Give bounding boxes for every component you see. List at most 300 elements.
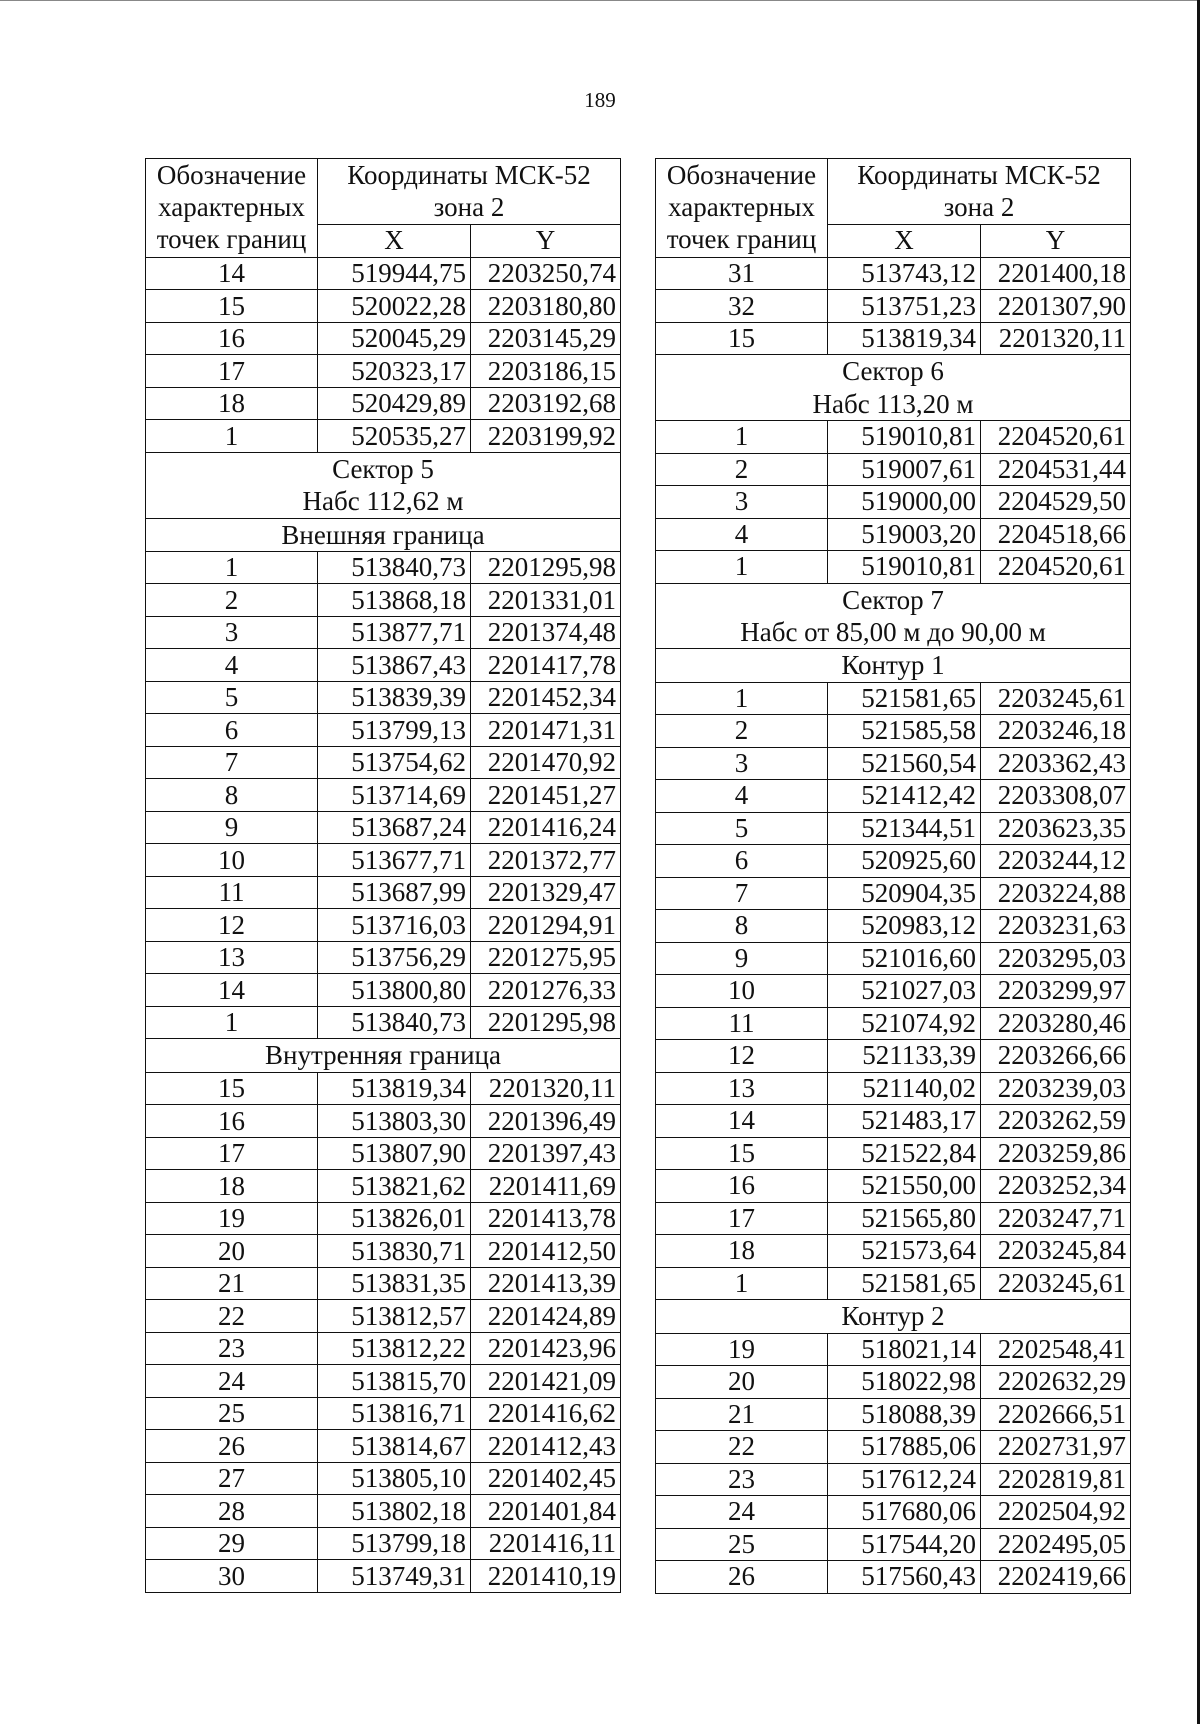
y-coordinate-cell: 2203280,46: [981, 1007, 1131, 1040]
x-coordinate-cell: 520904,35: [828, 877, 981, 910]
table-row: [656, 975, 1131, 1008]
y-coordinate-cell: 2201295,98: [471, 1006, 621, 1039]
y-coordinate-cell: 2201397,43: [471, 1137, 621, 1170]
y-coordinate-cell: 2201275,95: [471, 941, 621, 974]
table-row: [656, 1202, 1131, 1235]
table-row: [656, 715, 1131, 748]
table-row: [656, 1366, 1131, 1399]
y-coordinate-cell: 2201470,92: [471, 746, 621, 779]
x-coordinate-cell: 521016,60: [828, 942, 981, 975]
header-line: характерных: [668, 191, 815, 222]
section-title-line: Набс 112,62 м: [302, 486, 464, 517]
point-id-cell: 20: [656, 1366, 828, 1399]
table-row: [656, 780, 1131, 813]
point-id-cell: 20: [146, 1235, 318, 1268]
point-id-cell: 6: [146, 714, 318, 747]
y-coordinate-cell: 2203186,15: [471, 355, 621, 388]
header-line: точек границ: [156, 223, 307, 254]
table-row: [146, 714, 621, 747]
point-id-cell: 23: [146, 1332, 318, 1365]
table-row: [146, 551, 621, 584]
point-id-cell: 18: [146, 1170, 318, 1203]
point-id-cell: 8: [146, 779, 318, 812]
x-coordinate-cell: 513815,70: [318, 1365, 471, 1398]
x-coordinate-cell: 521027,03: [828, 975, 981, 1008]
point-id-cell: 7: [656, 877, 828, 910]
x-coordinate-cell: 513800,80: [318, 974, 471, 1007]
y-coordinate-cell: 2203295,03: [981, 942, 1131, 975]
y-coordinate-cell: 2203623,35: [981, 812, 1131, 845]
table-row: [146, 1170, 621, 1203]
table-body-left: [146, 159, 621, 1593]
point-id-cell: 12: [146, 909, 318, 942]
x-coordinate-cell: 513802,18: [318, 1495, 471, 1528]
point-id-cell: 1: [656, 1267, 828, 1300]
y-coordinate-cell: 2202632,29: [981, 1366, 1131, 1399]
table-row: [146, 257, 621, 290]
table-row: [656, 1040, 1131, 1073]
y-header: Y: [471, 224, 621, 257]
y-coordinate-cell: 2204531,44: [981, 453, 1131, 486]
x-coordinate-cell: 513677,71: [318, 844, 471, 877]
y-coordinate-cell: 2201417,78: [471, 649, 621, 682]
x-coordinate-cell: 513821,62: [318, 1170, 471, 1203]
x-coordinate-cell: 513687,99: [318, 876, 471, 909]
x-coordinate-cell: 517680,06: [828, 1496, 981, 1529]
point-id-cell: 18: [146, 387, 318, 420]
point-id-cell: 3: [656, 486, 828, 519]
y-coordinate-cell: 2201423,96: [471, 1332, 621, 1365]
y-coordinate-cell: 2203199,92: [471, 420, 621, 453]
table-row: [146, 290, 621, 323]
x-coordinate-cell: 520045,29: [318, 322, 471, 355]
table-row: [656, 518, 1131, 551]
table-row: [146, 746, 621, 779]
table-row: [656, 1170, 1131, 1203]
x-coordinate-cell: 513754,62: [318, 746, 471, 779]
section-title: [656, 649, 1131, 682]
x-coordinate-cell: 513877,71: [318, 616, 471, 649]
point-id-cell: 1: [656, 551, 828, 584]
point-designation-header: [146, 159, 318, 258]
x-coordinate-cell: 513831,35: [318, 1267, 471, 1300]
x-coordinate-cell: 513799,13: [318, 714, 471, 747]
table-row: [146, 1430, 621, 1463]
section-title-line: Набс от 85,00 м до 90,00 м: [740, 616, 1046, 647]
table-row: [146, 1397, 621, 1430]
header-line: Обозначение: [666, 160, 817, 191]
y-coordinate-cell: 2204529,50: [981, 486, 1131, 519]
table-row: [146, 974, 621, 1007]
point-id-cell: 28: [146, 1495, 318, 1528]
x-coordinate-cell: 517885,06: [828, 1431, 981, 1464]
y-coordinate-cell: 2201294,91: [471, 909, 621, 942]
x-coordinate-cell: 513868,18: [318, 584, 471, 617]
x-coordinate-cell: 521581,65: [828, 682, 981, 715]
table-row: [656, 1105, 1131, 1138]
y-coordinate-cell: 2203259,86: [981, 1137, 1131, 1170]
section-row: [146, 518, 621, 551]
y-coordinate-cell: 2201329,47: [471, 876, 621, 909]
point-id-cell: 21: [656, 1398, 828, 1431]
y-coordinate-cell: 2203180,80: [471, 290, 621, 323]
table-row: [146, 1267, 621, 1300]
section-title-line: Внутренняя граница: [265, 1040, 501, 1071]
point-id-cell: 5: [146, 681, 318, 714]
x-coordinate-cell: 519010,81: [828, 421, 981, 454]
x-coordinate-cell: 517612,24: [828, 1463, 981, 1496]
y-coordinate-cell: 2202495,05: [981, 1528, 1131, 1561]
point-id-cell: 31: [656, 257, 828, 290]
section-title-line: Сектор 7: [842, 584, 944, 615]
y-coordinate-cell: 2202548,41: [981, 1333, 1131, 1366]
header-row: [656, 159, 1131, 225]
y-coordinate-cell: 2203192,68: [471, 387, 621, 420]
y-coordinate-cell: 2203308,07: [981, 780, 1131, 813]
table-body-right: [656, 159, 1131, 1594]
point-id-cell: 5: [656, 812, 828, 845]
point-id-cell: 23: [656, 1463, 828, 1496]
section-row: [146, 1039, 621, 1072]
table-row: [656, 486, 1131, 519]
y-coordinate-cell: 2202419,66: [981, 1561, 1131, 1594]
point-id-cell: 15: [656, 322, 828, 355]
x-coordinate-cell: 521565,80: [828, 1202, 981, 1235]
y-coordinate-cell: 2202819,81: [981, 1463, 1131, 1496]
y-coordinate-cell: 2201416,11: [471, 1527, 621, 1560]
y-coordinate-cell: 2201413,78: [471, 1202, 621, 1235]
y-coordinate-cell: 2204520,61: [981, 421, 1131, 454]
section-title: [146, 1039, 621, 1072]
table-row: [146, 355, 621, 388]
x-header: X: [828, 224, 981, 257]
y-coordinate-cell: 2201424,89: [471, 1300, 621, 1333]
table-row: [656, 747, 1131, 780]
section-title-line: Сектор 6: [842, 356, 944, 387]
section-title: [656, 583, 1131, 649]
x-coordinate-cell: 519007,61: [828, 453, 981, 486]
point-id-cell: 4: [656, 780, 828, 813]
y-coordinate-cell: 2202731,97: [981, 1431, 1131, 1464]
x-coordinate-cell: 521483,17: [828, 1105, 981, 1138]
coordinates-header: Координаты МСК-52 зона 2: [318, 159, 621, 225]
y-coordinate-cell: 2201396,49: [471, 1105, 621, 1138]
x-coordinate-cell: 521133,39: [828, 1040, 981, 1073]
point-designation-header: [656, 159, 828, 258]
point-id-cell: 3: [656, 747, 828, 780]
point-id-cell: 15: [146, 1072, 318, 1105]
table-row: [146, 387, 621, 420]
y-coordinate-cell: 2201416,62: [471, 1397, 621, 1430]
table-row: [146, 616, 621, 649]
point-id-cell: 4: [656, 518, 828, 551]
table-row: [146, 779, 621, 812]
table-row: [146, 844, 621, 877]
x-coordinate-cell: 521550,00: [828, 1170, 981, 1203]
x-coordinate-cell: 513814,67: [318, 1430, 471, 1463]
point-id-cell: 13: [146, 941, 318, 974]
x-coordinate-cell: 513687,24: [318, 811, 471, 844]
point-id-cell: 2: [656, 715, 828, 748]
point-id-cell: 22: [146, 1300, 318, 1333]
x-coordinate-cell: 513840,73: [318, 551, 471, 584]
point-id-cell: 26: [146, 1430, 318, 1463]
table-row: [656, 1496, 1131, 1529]
y-coordinate-cell: 2202666,51: [981, 1398, 1131, 1431]
x-coordinate-cell: 521344,51: [828, 812, 981, 845]
x-coordinate-cell: 513830,71: [318, 1235, 471, 1268]
section-row: [656, 1300, 1131, 1333]
section-row: [656, 649, 1131, 682]
x-coordinate-cell: 513805,10: [318, 1462, 471, 1495]
point-id-cell: 1: [146, 420, 318, 453]
y-coordinate-cell: 2201331,01: [471, 584, 621, 617]
y-coordinate-cell: 2201416,24: [471, 811, 621, 844]
x-coordinate-cell: 513807,90: [318, 1137, 471, 1170]
table-row: [146, 1560, 621, 1593]
x-coordinate-cell: 513826,01: [318, 1202, 471, 1235]
x-coordinate-cell: 513751,23: [828, 290, 981, 323]
x-coordinate-cell: 518022,98: [828, 1366, 981, 1399]
table-row: [146, 909, 621, 942]
point-id-cell: 14: [146, 257, 318, 290]
table-row: [146, 681, 621, 714]
y-coordinate-cell: 2201451,27: [471, 779, 621, 812]
y-coordinate-cell: 2203362,43: [981, 747, 1131, 780]
point-id-cell: 4: [146, 649, 318, 682]
point-id-cell: 30: [146, 1560, 318, 1593]
point-id-cell: 24: [146, 1365, 318, 1398]
x-coordinate-cell: 519000,00: [828, 486, 981, 519]
y-coordinate-cell: 2201413,39: [471, 1267, 621, 1300]
point-id-cell: 1: [146, 1006, 318, 1039]
table-row: [146, 876, 621, 909]
point-id-cell: 22: [656, 1431, 828, 1464]
header-line: характерных: [158, 191, 305, 222]
x-coordinate-cell: 513867,43: [318, 649, 471, 682]
x-coordinate-cell: 513714,69: [318, 779, 471, 812]
table-row: [146, 649, 621, 682]
table-row: [656, 812, 1131, 845]
point-id-cell: 17: [146, 355, 318, 388]
table-row: [656, 257, 1131, 290]
x-coordinate-cell: 520323,17: [318, 355, 471, 388]
point-id-cell: 18: [656, 1235, 828, 1268]
table-row: [146, 420, 621, 453]
table-row: [656, 1528, 1131, 1561]
point-id-cell: 1: [656, 421, 828, 454]
point-id-cell: 16: [146, 322, 318, 355]
section-row: [146, 452, 621, 518]
y-coordinate-cell: 2201401,84: [471, 1495, 621, 1528]
point-id-cell: 19: [146, 1202, 318, 1235]
header-row: [146, 159, 621, 225]
x-coordinate-cell: 513812,22: [318, 1332, 471, 1365]
y-coordinate-cell: 2201471,31: [471, 714, 621, 747]
point-id-cell: 15: [146, 290, 318, 323]
x-coordinate-cell: 513743,12: [828, 257, 981, 290]
table-row: [146, 1527, 621, 1560]
section-title-line: Внешняя граница: [281, 519, 485, 550]
x-coordinate-cell: 518088,39: [828, 1398, 981, 1431]
y-coordinate-cell: 2203145,29: [471, 322, 621, 355]
table-row: [656, 910, 1131, 943]
table-row: [146, 1006, 621, 1039]
point-id-cell: 21: [146, 1267, 318, 1300]
table-row: [146, 584, 621, 617]
x-coordinate-cell: 519010,81: [828, 551, 981, 584]
section-title-line: Сектор 5: [332, 453, 434, 484]
x-coordinate-cell: 520925,60: [828, 845, 981, 878]
section-title: [146, 452, 621, 518]
y-coordinate-cell: 2201400,18: [981, 257, 1131, 290]
y-coordinate-cell: 2201412,50: [471, 1235, 621, 1268]
x-coordinate-cell: 519944,75: [318, 257, 471, 290]
point-id-cell: 9: [146, 811, 318, 844]
section-row: [656, 355, 1131, 421]
y-coordinate-cell: 2203299,97: [981, 975, 1131, 1008]
x-header: X: [318, 224, 471, 257]
y-coordinate-cell: 2204520,61: [981, 551, 1131, 584]
point-id-cell: 10: [656, 975, 828, 1008]
table-row: [146, 1300, 621, 1333]
y-header: Y: [981, 224, 1131, 257]
section-title-line: Набс 113,20 м: [812, 388, 974, 419]
x-coordinate-cell: 519003,20: [828, 518, 981, 551]
page-top-edge: [0, 0, 1200, 1]
x-coordinate-cell: 521585,58: [828, 715, 981, 748]
x-coordinate-cell: 513819,34: [318, 1072, 471, 1105]
table-row: [656, 421, 1131, 454]
table-row: [146, 1332, 621, 1365]
point-id-cell: 1: [146, 551, 318, 584]
point-id-cell: 14: [656, 1105, 828, 1138]
y-coordinate-cell: 2203239,03: [981, 1072, 1131, 1105]
y-coordinate-cell: 2201320,11: [981, 322, 1131, 355]
coordinates-table-left: [145, 158, 621, 1593]
point-id-cell: 17: [656, 1202, 828, 1235]
y-coordinate-cell: 2202504,92: [981, 1496, 1131, 1529]
table-row: [656, 322, 1131, 355]
point-id-cell: 3: [146, 616, 318, 649]
table-row: [656, 1431, 1131, 1464]
header-line: точек границ: [666, 223, 817, 254]
y-coordinate-cell: 2201307,90: [981, 290, 1131, 323]
x-coordinate-cell: 513839,39: [318, 681, 471, 714]
x-coordinate-cell: 513716,03: [318, 909, 471, 942]
y-coordinate-cell: 2201276,33: [471, 974, 621, 1007]
table-row: [656, 1137, 1131, 1170]
y-coordinate-cell: 2201412,43: [471, 1430, 621, 1463]
x-coordinate-cell: 520983,12: [828, 910, 981, 943]
point-id-cell: 9: [656, 942, 828, 975]
point-id-cell: 26: [656, 1561, 828, 1594]
table-row: [146, 1235, 621, 1268]
y-coordinate-cell: 2203250,74: [471, 257, 621, 290]
point-id-cell: 13: [656, 1072, 828, 1105]
section-title-line: Контур 1: [841, 650, 945, 681]
x-coordinate-cell: 513840,73: [318, 1006, 471, 1039]
table-row: [656, 845, 1131, 878]
point-id-cell: 25: [146, 1397, 318, 1430]
table-row: [146, 811, 621, 844]
x-coordinate-cell: 513816,71: [318, 1397, 471, 1430]
section-row: [656, 583, 1131, 649]
x-coordinate-cell: 518021,14: [828, 1333, 981, 1366]
point-id-cell: 1: [656, 682, 828, 715]
point-id-cell: 7: [146, 746, 318, 779]
point-id-cell: 14: [146, 974, 318, 1007]
y-coordinate-cell: 2201410,19: [471, 1560, 621, 1593]
table-row: [146, 1202, 621, 1235]
table-row: [656, 1561, 1131, 1594]
section-title: [146, 518, 621, 551]
y-coordinate-cell: 2203247,71: [981, 1202, 1131, 1235]
table-row: [146, 322, 621, 355]
y-coordinate-cell: 2203245,61: [981, 682, 1131, 715]
table-row: [656, 551, 1131, 584]
x-coordinate-cell: 513803,30: [318, 1105, 471, 1138]
header-line: Обозначение: [156, 160, 307, 191]
y-coordinate-cell: 2203246,18: [981, 715, 1131, 748]
y-coordinate-cell: 2201295,98: [471, 551, 621, 584]
table-row: [656, 682, 1131, 715]
x-coordinate-cell: 521412,42: [828, 780, 981, 813]
x-coordinate-cell: 520535,27: [318, 420, 471, 453]
x-coordinate-cell: 521074,92: [828, 1007, 981, 1040]
x-coordinate-cell: 513799,18: [318, 1527, 471, 1560]
y-coordinate-cell: 2203262,59: [981, 1105, 1131, 1138]
page-number: 189: [584, 88, 616, 112]
table-row: [146, 1105, 621, 1138]
point-id-cell: 32: [656, 290, 828, 323]
x-coordinate-cell: 521140,02: [828, 1072, 981, 1105]
x-coordinate-cell: 513749,31: [318, 1560, 471, 1593]
point-id-cell: 11: [656, 1007, 828, 1040]
x-coordinate-cell: 513819,34: [828, 322, 981, 355]
table-row: [656, 453, 1131, 486]
point-id-cell: 2: [146, 584, 318, 617]
table-row: [146, 1462, 621, 1495]
point-id-cell: 27: [146, 1462, 318, 1495]
y-coordinate-cell: 2201320,11: [471, 1072, 621, 1105]
y-coordinate-cell: 2203244,12: [981, 845, 1131, 878]
coordinates-header: Координаты МСК-52 зона 2: [828, 159, 1131, 225]
point-id-cell: 24: [656, 1496, 828, 1529]
y-coordinate-cell: 2203252,34: [981, 1170, 1131, 1203]
x-coordinate-cell: 521581,65: [828, 1267, 981, 1300]
section-title: [656, 355, 1131, 421]
point-id-cell: 10: [146, 844, 318, 877]
y-coordinate-cell: 2201411,69: [471, 1170, 621, 1203]
table-row: [656, 877, 1131, 910]
x-coordinate-cell: 521560,54: [828, 747, 981, 780]
table-row: [656, 1235, 1131, 1268]
y-coordinate-cell: 2201374,48: [471, 616, 621, 649]
table-row: [656, 1463, 1131, 1496]
x-coordinate-cell: 513812,57: [318, 1300, 471, 1333]
x-coordinate-cell: 521522,84: [828, 1137, 981, 1170]
x-coordinate-cell: 521573,64: [828, 1235, 981, 1268]
table-row: [656, 1398, 1131, 1431]
section-title-line: Контур 2: [841, 1301, 945, 1332]
y-coordinate-cell: 2203266,66: [981, 1040, 1131, 1073]
table-row: [146, 1072, 621, 1105]
point-id-cell: 8: [656, 910, 828, 943]
point-id-cell: 17: [146, 1137, 318, 1170]
y-coordinate-cell: 2203245,84: [981, 1235, 1131, 1268]
point-id-cell: 19: [656, 1333, 828, 1366]
